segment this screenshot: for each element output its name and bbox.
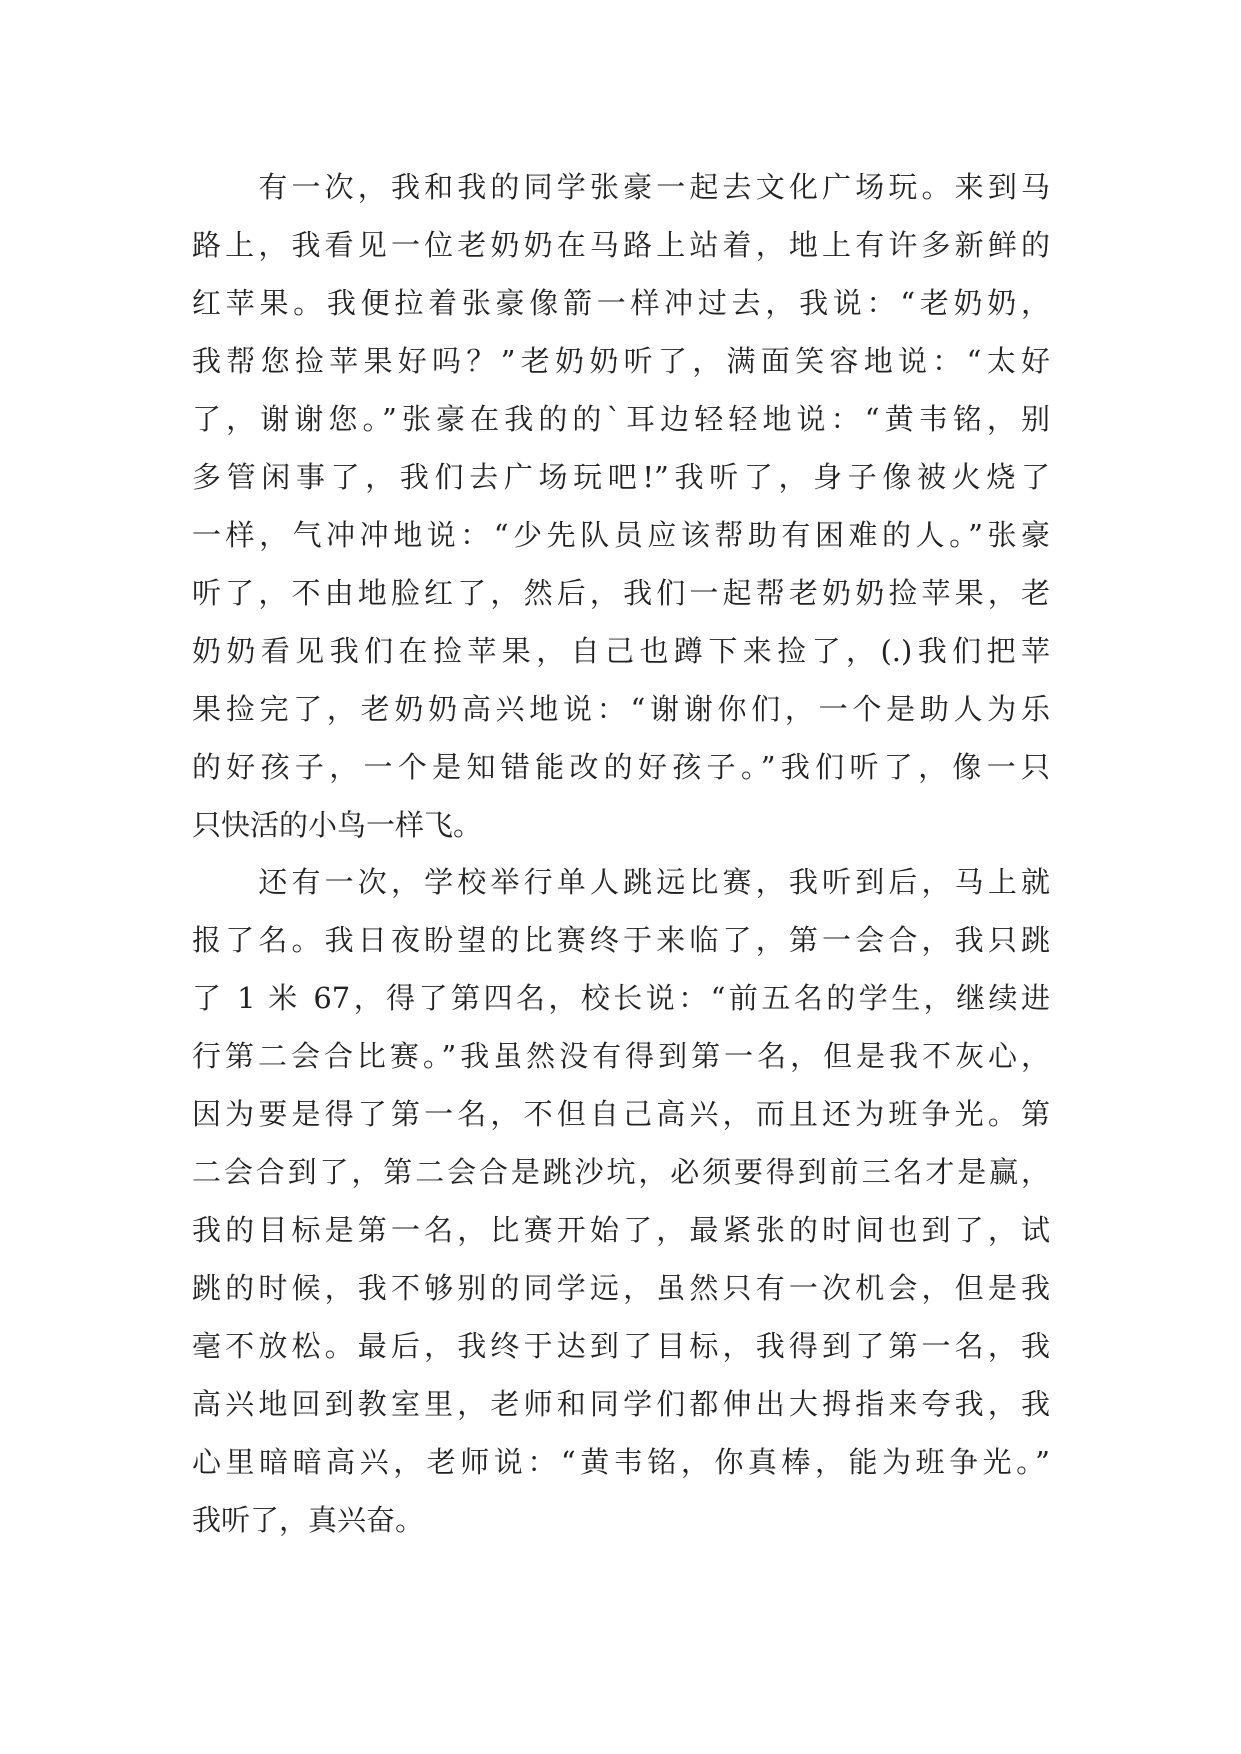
paragraph-line: 我帮您捡苹果好吗？”老奶奶听了，满面笑容地说：“太好 [192, 344, 1050, 378]
paragraph-line: 一样，气冲冲地说：“少先队员应该帮助有困难的人。”张豪 [192, 518, 1050, 552]
paragraph-line: 只快活的小鸟一样飞。 [192, 808, 483, 842]
paragraph-line: 报了名。我日夜盼望的比赛终于来临了，第一会合，我只跳 [192, 923, 1050, 957]
paragraph-line: 高兴地回到教室里，老师和同学们都伸出大拇指来夸我，我 [192, 1387, 1050, 1421]
paragraph-line: 听了，不由地脸红了，然后，我们一起帮老奶奶捡苹果，老 [192, 576, 1050, 610]
paragraph-line: 毫不放松。最后，我终于达到了目标，我得到了第一名，我 [192, 1329, 1050, 1363]
paragraph-line: 行第二会合比赛。”我虽然没有得到第一名，但是我不灰心， [192, 1039, 1050, 1073]
paragraph-line: 跳的时候，我不够别的同学远，虽然只有一次机会，但是我 [192, 1271, 1050, 1305]
paragraph-line: 心里暗暗高兴，老师说：“黄韦铭，你真棒，能为班争光。” [192, 1445, 1050, 1479]
paragraph-1 [192, 158, 1050, 854]
paragraph-line: 二会合到了，第二会合是跳沙坑，必须要得到前三名才是赢， [192, 1155, 1050, 1189]
paragraph-line: 我的目标是第一名，比赛开始了，最紧张的时间也到了，试 [192, 1213, 1050, 1247]
paragraph-line: 还有一次，学校举行单人跳远比赛，我听到后，马上就 [192, 865, 1050, 899]
paragraph-line: 有一次，我和我的同学张豪一起去文化广场玩。来到马 [192, 170, 1050, 204]
paragraph-line: 了 1 米 67，得了第四名，校长说：“前五名的学生，继续进 [192, 981, 1050, 1015]
paragraph-line: 因为要是得了第一名，不但自己高兴，而且还为班争光。第 [192, 1097, 1050, 1131]
paragraph-line: 了，谢谢您。”张豪在我的的`耳边轻轻地说：“黄韦铭，别 [192, 402, 1050, 436]
paragraph-line: 我听了，真兴奋。 [192, 1503, 425, 1537]
paragraph-line: 奶奶看见我们在捡苹果，自己也蹲下来捡了，(.)我们把苹 [192, 634, 1050, 668]
paragraph-line: 多管闲事了，我们去广场玩吧!”我听了，身子像被火烧了 [192, 460, 1050, 494]
paragraph-2 [192, 853, 1050, 1549]
paragraph-line: 果捡完了，老奶奶高兴地说：“谢谢你们，一个是助人为乐 [192, 692, 1050, 726]
paragraph-line: 红苹果。我便拉着张豪像箭一样冲过去，我说：“老奶奶， [192, 286, 1050, 320]
paragraph-line: 的好孩子，一个是知错能改的好孩子。”我们听了，像一只 [192, 750, 1050, 784]
paragraph-line: 路上，我看见一位老奶奶在马路上站着，地上有许多新鲜的 [192, 228, 1050, 262]
